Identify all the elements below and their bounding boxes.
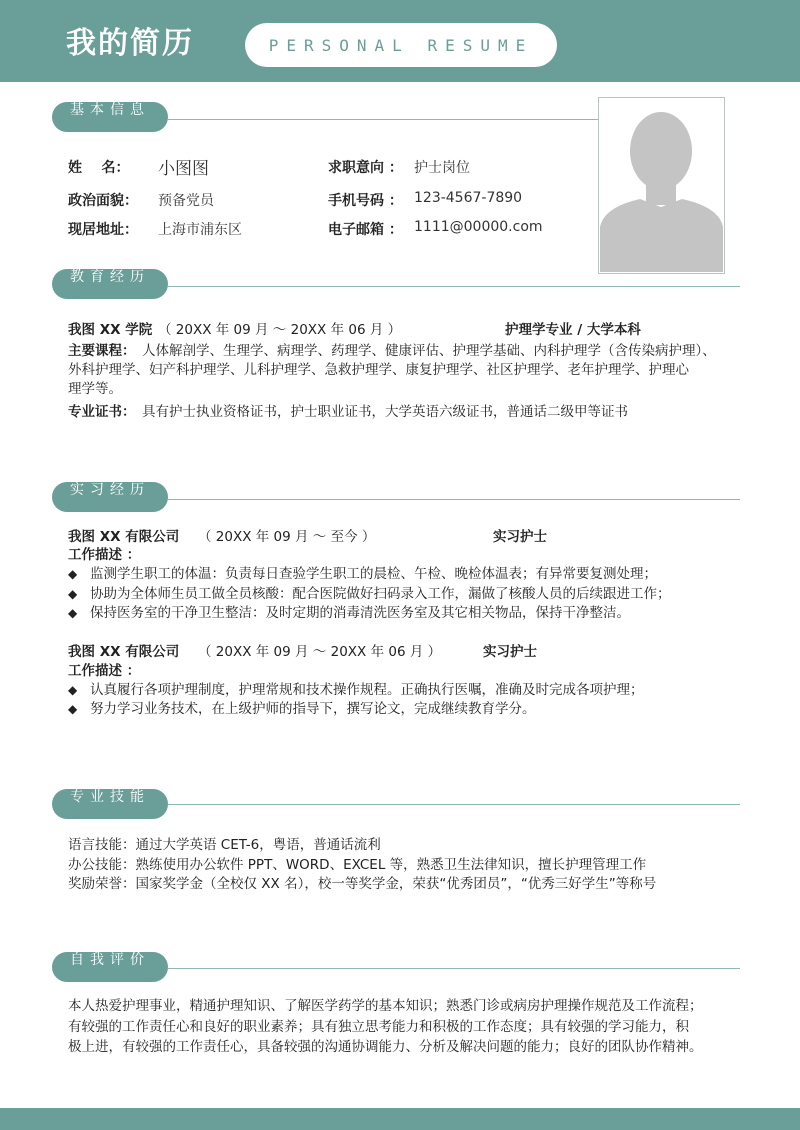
section-divider: [168, 968, 740, 969]
diamond-bullet-icon: ◆: [68, 587, 78, 601]
self-eval-line-1: 本人热爱护理事业，精通护理知识、了解医学药学的基本知识；熟悉门诊或病房护理操作规范及工作流程；: [68, 998, 703, 1014]
cert-value: 具有护士执业资格证书，护士职业证书，大学英语六级证书，普通话二级甲等证书: [142, 404, 628, 420]
section-divider: [168, 119, 598, 120]
diamond-bullet-icon: ◆: [68, 567, 78, 581]
education-period: （ 20XX 年 09 月 ～ 20XX 年 06 月 ）: [158, 322, 402, 338]
section-title-internship: 实习经历: [52, 482, 168, 512]
address-value: 上海市浦东区: [158, 222, 242, 238]
list-item: ◆ 努力学习业务技术，在上级护师的指导下，撰写论文，完成继续教育学分。: [68, 701, 536, 717]
internship-1-role: 实习护士: [493, 529, 547, 545]
skill-awards: 奖励荣誉：国家奖学金（全校仅 XX 名），校一等奖学金，荣获“优秀团员”，“优秀三好学生”等称号: [68, 876, 657, 892]
email-label: 电子邮箱 ：: [328, 222, 403, 238]
list-item: ◆ 监测学生职工的体温：负责每日查验学生职工的晨检、午检、晚检体温表；有异常要复测处理；: [68, 566, 657, 582]
skill-office: 办公技能：熟练使用办公软件 PPT、WORD、EXCEL 等，熟悉卫生法律知识，擅长护理管理工作: [68, 857, 647, 873]
section-divider: [168, 499, 740, 500]
diamond-bullet-icon: ◆: [68, 606, 78, 620]
email-value: 1111@00000.com: [414, 219, 543, 235]
page-title: 我的简历: [66, 26, 194, 61]
person-silhouette-icon: [600, 99, 723, 272]
diamond-bullet-icon: ◆: [68, 683, 78, 697]
political-value: 预备党员: [158, 193, 214, 209]
list-item: ◆ 保持医务室的干净卫生整洁：及时定期的消毒清洗医务室及其它相关物品，保持干净整洁。: [68, 605, 630, 621]
address-label: 现居地址：: [68, 222, 138, 238]
section-title-self-eval: 自我评价: [52, 952, 168, 982]
intent-label: 求职意向 ：: [328, 160, 403, 176]
courses-line-2: 外科护理学、妇产科护理学、儿科护理学、急救护理学、康复护理学、社区护理学、老年护理学、护理心: [68, 362, 689, 378]
skill-language: 语言技能：通过大学英语 CET-6，粤语，普通话流利: [68, 837, 381, 853]
section-divider: [168, 286, 740, 287]
internship-1-company: 我图 XX 有限公司: [68, 529, 180, 545]
diamond-bullet-icon: ◆: [68, 702, 78, 716]
name-value: 小图图: [158, 159, 209, 179]
list-item: ◆ 认真履行各项护理制度，护理常规和技术操作规程。正确执行医嘱，准确及时完成各项护理；: [68, 682, 644, 698]
internship-1-period: （ 20XX 年 09 月 ～ 至今 ）: [198, 529, 376, 545]
section-divider: [168, 804, 740, 805]
phone-value: 123-4567-7890: [414, 190, 523, 206]
phone-label: 手机号码 ：: [328, 193, 403, 209]
internship-2-role: 实习护士: [483, 644, 537, 660]
section-title-basic: 基本信息: [52, 102, 168, 132]
internship-2-desc-label: 工作描述 ：: [68, 663, 141, 679]
intent-value: 护士岗位: [414, 160, 470, 176]
education-major: 护理学专业 / 大学本科: [505, 322, 641, 338]
footer-band: [0, 1108, 800, 1130]
header-subtitle-pill: PERSONAL RESUME: [245, 23, 557, 67]
profile-photo: [598, 97, 725, 274]
self-eval-line-2: 有较强的工作责任心和良好的职业素养；具有独立思考能力和积极的工作态度；具有较强的学习能力，积: [68, 1019, 689, 1035]
cert-label: 专业证书：: [68, 404, 136, 420]
internship-2-company: 我图 XX 有限公司: [68, 644, 180, 660]
courses-line-1: 人体解剖学、生理学、病理学、药理学、健康评估、护理学基础、内科护理学（含传染病护理）、: [142, 343, 716, 359]
courses-label: 主要课程：: [68, 343, 136, 359]
internship-1-desc-label: 工作描述 ：: [68, 547, 141, 563]
education-school: 我图 XX 学院: [68, 322, 153, 338]
self-eval-line-3: 极上进，有较强的工作责任心，具备较强的沟通协调能力、分析及解决问题的能力；良好的团队协作精神。: [68, 1039, 703, 1055]
internship-2-period: （ 20XX 年 09 月 ～ 20XX 年 06 月 ）: [198, 644, 442, 660]
section-title-education: 教育经历: [52, 269, 168, 299]
list-item: ◆ 协助为全体师生员工做全员核酸：配合医院做好扫码录入工作，漏做了核酸人员的后续跟进工作；: [68, 586, 671, 602]
political-label: 政治面貌：: [68, 193, 138, 209]
section-title-skills: 专业技能: [52, 789, 168, 819]
name-label: 姓 名：: [68, 160, 130, 176]
courses-line-3: 理学等。: [68, 381, 122, 397]
